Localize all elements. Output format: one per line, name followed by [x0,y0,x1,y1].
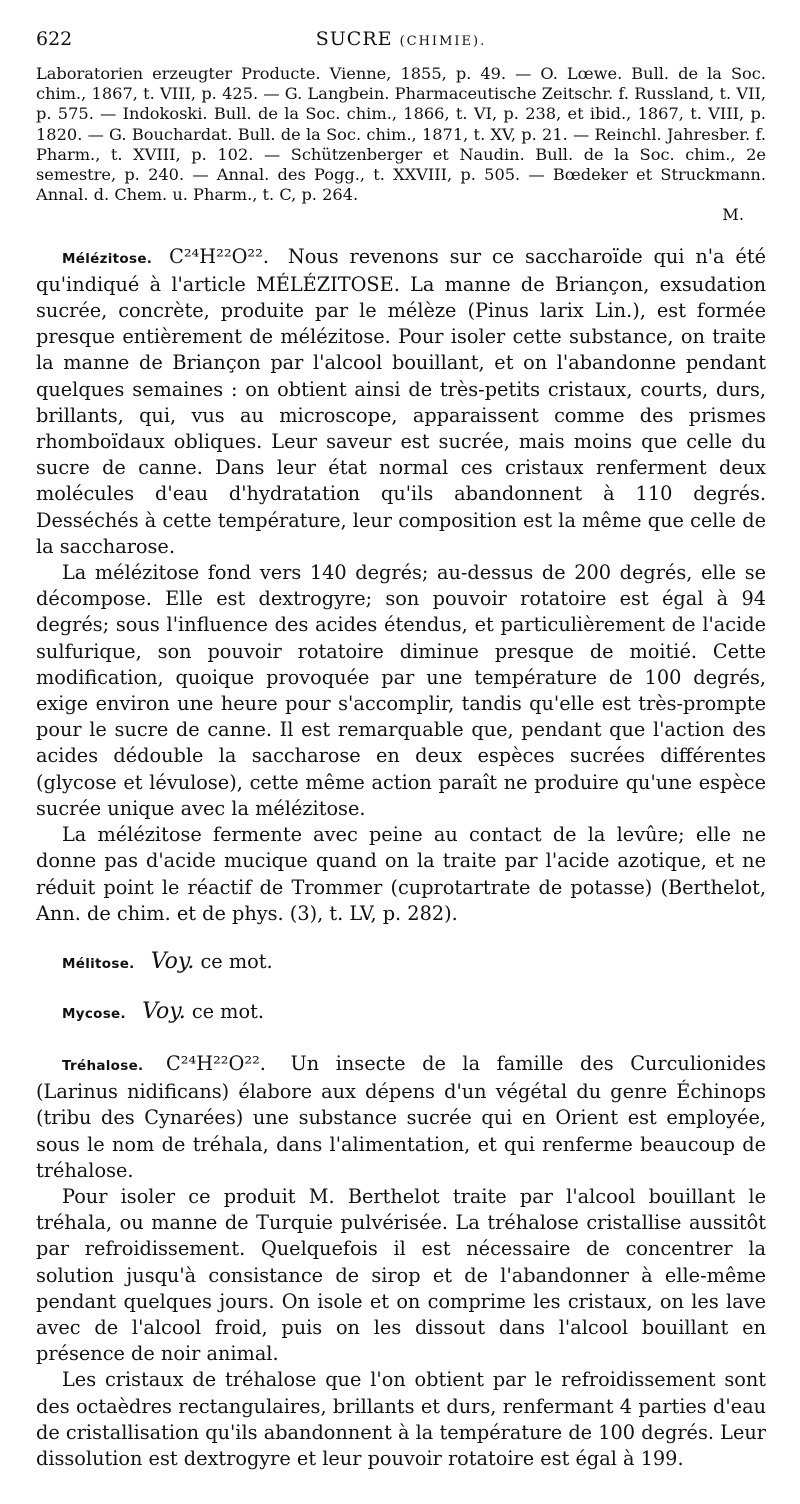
bibliography-block [36,64,766,226]
bibliography-text: Laboratorien erzeugter Producte. Vienne, 1855, p. 49. — O. Lœwe. Bull. de la Soc. chim., 1867, t. VIII, p. 425. — G. Langbein. Pharmaceutische Zeitschr. f. Russland, t. VII, p. 575. — Indokoski. Bull. de la Soc. chim., 1866, t. VI, p. 238, et ibid., 1867, t. VIII, p. 1820. — G. Bouchardat. Bull. de la Soc. chim., 1871, t. XV, p. 21. — Reinchl. Jahresber. f. Pharm., t. XVIII, p. 102. — Schützenberger et Naudin. Bull. de la Soc. chim., 2e semestre, p. 240. — Annal. des Pogg., t. XXVIII, p. 505. — Bœdeker et Struckmann. Annal. d. Chem. u. Pharm., t. C, p. 264. [36,64,766,205]
entry-mycose [36,999,766,1027]
running-title [36,28,766,50]
entry-melitose [36,949,766,977]
melezitose-paragraph-3: La mélézitose fermente avec peine au contact de la levûre; elle ne donne pas d'acide mucique quand on la traite par l'acide azotique, et ne réduit point le réactif de Trommer (cuprotartrate de potasse) (Berthelot, Ann. de chim. et de phys. (3), t. LV, p. 282). [36,823,766,925]
trehalose-p1-text: Un insecte de la famille des Curculionides (Larinus nidificans) élabore aux dépens d'un végétal du genre Échinops (tribu des Cynarées) une substance sucrée qui en Orient est employée, sous le nom de tréhala, dans l'alimentation, et qui renferme beaucoup de tréhalose. [36,1051,766,1182]
author-signature: M. [722,205,744,225]
trehalose-paragraph-2: Pour isoler ce produit M. Berthelot traite par l'alcool bouillant le tréhala, ou manne de Turquie pulvérisée. La tréhalose cristallise aussitôt par refroidissement. Quelquefois il est nécessaire de concentrer la solution jusqu'à consistance de sirop et de l'abandonner à elle-même pendant quelques jours. On isole et on comprime les cristaux, on les lave avec de l'alcool froid, puis on les dissout dans l'alcool bouillant en présence de noir animal. [36,1184,766,1366]
mycose-voy: Voy. [142,998,186,1024]
mycose-term: Mycose. [62,1005,126,1022]
melezitose-p1-text: Nous revenons sur ce saccharoïde qui n'a été qu'indiqué à l'article MÉLÉZITOSE. La manne de Briançon, exsudation sucrée, concrète, produite par le mélèze (Pinus larix Lin.), est formée presque entièrement de mélézitose. Pour isoler cette substance, on traite la manne de Briançon par l'alcool bouillant, et on l'abandonne pendant quelques semaines : on obtient ainsi de très-petits cristaux, courts, durs, brillants, qui, vus au microscope, apparaissent comme des prismes rhomboïdaux obliques. Leur saveur est sucrée, mais moins que celle du sucre de canne. Dans leur état normal ces cristaux renferment deux molécules d'eau d'hydratation qu'ils abandonnent à 110 degrés. Desséchés à cette température, leur composition est la même que celle de la saccharose. [36,244,766,558]
melitose-term: Mélitose. [62,955,135,972]
melezitose-paragraph-2: La mélézitose fond vers 140 degrés; au-dessus de 200 degrés, elle se décompose. Elle est dextrogyre; son pouvoir rotatoire est égal à 94 degrés; sous l'influence des acides étendus, et particulièrement de l'acide sulfurique, son pouvoir rotatoire diminue presque de moitié. Cette modification, quoique provoquée par une température de 100 degrés, exige environ une heure pour s'accomplir, tandis qu'elle est très-prompte pour le sucre de canne. Il est remarquable que, pendant que l'action des acides dédouble la saccharose en deux espèces sucrées différentes (glycose et lévulose), cette même action paraît ne produire qu'une espèce sucrée unique avec la mélézitose. [36,561,766,820]
mycose-ref: ce mot. [191,999,264,1023]
melezitose-formula: C²⁴H²²O²². [169,244,269,268]
entry-trehalose [36,1051,766,1472]
page-number: 622 [36,28,73,50]
running-title-sub: (CHIMIE). [399,34,487,49]
melitose-ref: ce mot. [200,949,273,973]
document-page [36,28,766,1472]
melezitose-paragraph-1 [36,244,766,560]
trehalose-term: Tréhalose. [62,1057,144,1074]
page-header [36,28,766,54]
running-title-main: SUCRE [315,28,393,50]
trehalose-paragraph-3: Les cristaux de tréhalose que l'on obtient par le refroidissement sont des octaèdres rectangulaires, brillants et durs, renfermant 4 parties d'eau de cristallisation qu'ils abandonnent à la température de 100 degrés. Leur dissolution est dextrogyre et leur pouvoir rotatoire est égal à 199. [36,1368,766,1470]
entry-melezitose [36,244,766,927]
trehalose-paragraph-1 [36,1051,766,1184]
trehalose-formula: C²⁴H²²O²². [166,1051,266,1075]
melitose-voy: Voy. [150,948,195,974]
melezitose-term: Mélézitose. [62,250,153,267]
